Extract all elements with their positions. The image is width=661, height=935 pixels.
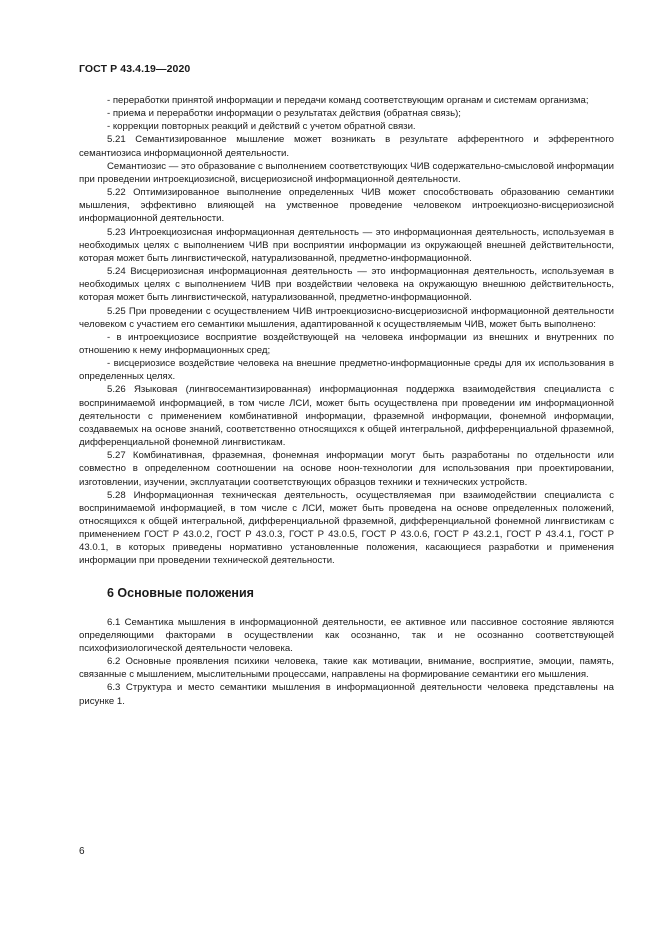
page-number: 6 xyxy=(79,846,85,857)
clause-6-2: 6.2 Основные проявления психики человека, такие как мотивации, внимание, восприятие, эмоции, память, связанные с мышлением, мыслительными процессами, направлены на формирование семантики его мышления. xyxy=(79,656,614,681)
clause-5-25: 5.25 При проведении с осуществлением ЧИВ интроекциозисно-висцериозисной информационной деятельности человеком с участием его семантики мышления, адаптированной к осуществляемым ЧИВ, может быть выполнено: xyxy=(79,305,614,330)
list-item: - переработки принятой информации и передачи команд соответствующим органам и системам организма; xyxy=(107,95,589,106)
list-item: - коррекции повторных реакций и действий с учетом обратной связи. xyxy=(107,121,416,133)
clause-5-27: 5.27 Комбинативная, фраземная, фонемная информации могут быть разработаны по отдельности или совместно в определенном соотношении на основе ноон-технологии для использования при проектировании, изготовлении, изучении, эксплуатации соответствующих образцов техники и технических устройств. xyxy=(79,450,614,488)
definition-semantiozis: Семантиозис — это образование с выполнением соответствующих ЧИВ содержательно-смысловой информации при проведении интроекциозисной, висцериозисной информационной деятельности. xyxy=(79,160,614,185)
list-item: - в интроекциозисе восприятие воздействующей на человека информации из внешних и внутренних по отношению к нему информационных сред; xyxy=(79,331,614,356)
clause-5-26: 5.26 Языковая (лингвосемантизированная) информационная поддержка взаимодействия специалиста с воспринимаемой информацией, в том числе ЛСИ, может быть осуществлена при проведении им информационной деятельности с применением комбинативной информации, фраземной информации, фонемной информации, создаваемых на основе знаний, соответственно относящихся к общей интегральной, дифференциальной фраземной, дифференциальной фонемной лингвистикам. xyxy=(79,384,614,449)
list-item: - приема и переработки информации о результатах действия (обратная связь); xyxy=(107,108,461,120)
clause-6-3: 6.3 Структура и место семантики мышления в информационной деятельности человека представлены на рисунке 1. xyxy=(79,682,614,707)
list-item: - висцериозисе воздействие человека на внешние предметно-информационные среды для их использования в определенных целях. xyxy=(79,358,614,383)
document-body xyxy=(79,94,614,708)
running-header: ГОСТ Р 43.4.19—2020 xyxy=(79,63,191,75)
clause-5-28: 5.28 Информационная техническая деятельность, осуществляемая при взаимодействии специалиста с воспринимаемой информацией, в том числе с ЛСИ, может быть проведена на основе определенных положений, относящихся к общей интегральной, дифференциальной фраземной, дифференциальной фонемной лингвистикам с применением ГОСТ Р 43.0.2, ГОСТ Р 43.0.3, ГОСТ Р 43.0.5, ГОСТ Р 43.0.6, ГОСТ Р 43.2.1, ГОСТ Р 43.4.1, ГОСТ Р 43.0.1, в которых приведены нормативно установленные положения, касающиеся разработки и применения информации при проведении технической деятельности. xyxy=(79,489,614,567)
clause-5-21: 5.21 Семантизированное мышление может возникать в результате афферентного и эфферентного семантиозиса информационной деятельности. xyxy=(79,134,614,159)
clause-5-24: 5.24 Висцериозисная информационная деятельность — это информационная деятельность, используемая в необходимых целях с выполнением ЧИВ при воздействии человека на окружающую внешнюю действительность, которая может быть лингвистической, натурализованной, предметно-информационной. xyxy=(79,266,614,304)
clause-5-22: 5.22 Оптимизированное выполнение определенных ЧИВ может способствовать образованию семантики мышления, эффективно влияющей на умственное проведение человеком интроекциозно-висцериозисной информационной деятельности. xyxy=(79,187,614,225)
clause-5-23: 5.23 Интроекциозисная информационная деятельность — это информационная деятельность, используемая в необходимых целях с выполнением ЧИВ при восприятии информации из окружающей внешней действительности, которая может быть лингвистической, натурализованной, предметно-информационной. xyxy=(79,226,614,264)
section-heading: 6 Основные положения xyxy=(107,585,254,600)
clause-6-1: 6.1 Семантика мышления в информационной деятельности, ее активное или пассивное состояние являются определяющими факторами в осуществлении как осознанно, так и не осознанно соответствующей психофизиологической деятельности человека. xyxy=(79,616,614,654)
